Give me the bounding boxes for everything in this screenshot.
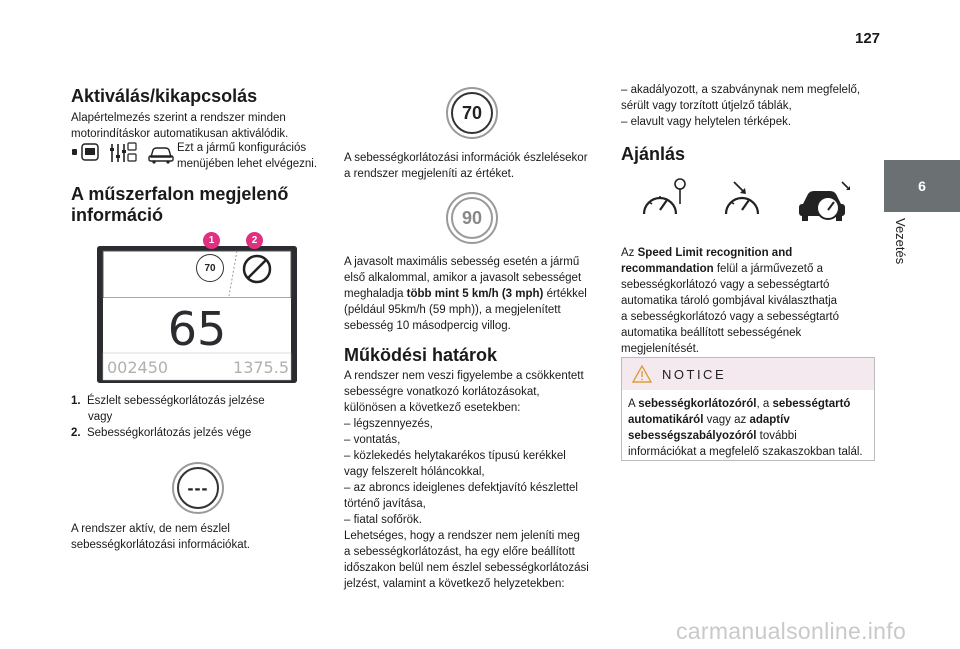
list-num-2: 2. — [71, 427, 81, 439]
chapter-label-wrap — [893, 218, 913, 298]
rec-text-2a: recommandation — [621, 263, 714, 275]
rec-text-1a: Az — [621, 247, 638, 259]
menu-screen-icon — [72, 144, 98, 160]
detect-text-2: a rendszer megjeleníti az értéket. — [344, 168, 515, 180]
heading-activation: Aktiválás/kikapcsolás — [71, 86, 258, 106]
watermark[interactable]: carmanualsonline.info — [676, 618, 907, 644]
chapter-tab[interactable] — [884, 160, 960, 212]
no-limit-sign-text: --- — [177, 467, 219, 509]
recommendation-icons — [636, 176, 856, 224]
limits-line: Lehetséges, hogy a rendszer nem jeleníti meg — [344, 530, 580, 542]
limits-line: vagy felszerelt hóláncokkal, — [344, 466, 485, 478]
activation-text-2: motorindításkor automatikusan aktiválódik. — [71, 128, 289, 140]
speed-sign-70-icon — [446, 87, 498, 139]
trip-meter: 1375.5 — [233, 358, 289, 377]
list-item-1-line2: vagy — [88, 411, 113, 423]
notice-l1b: sebességkorlátozóról — [638, 398, 757, 410]
exceed-text-2: első alkalommal, amikor a javasolt sebességet — [344, 272, 582, 284]
limits-line: történő javítása, — [344, 498, 426, 510]
speed-sign-90-value: 90 — [451, 197, 493, 239]
limits-text-block — [344, 368, 604, 592]
notice-line-2 — [628, 412, 866, 428]
notice-header — [622, 358, 874, 390]
exceed-text-5: sebesség 10 másodpercig villog. — [344, 320, 511, 332]
notice-line-1 — [628, 396, 866, 412]
limits-line: – vontatás, — [344, 434, 401, 446]
limits-line: különösen a következő esetekben: — [344, 402, 521, 414]
limits-line: jelzést, valamint a következő helyzetekben: — [344, 578, 565, 590]
exceed-text-3b: több mint 5 km/h (3 mph) — [406, 288, 544, 300]
notice-l3a: sebességszabályozóról — [628, 430, 757, 442]
rec-text-7: megjelenítését. — [621, 343, 699, 355]
speedometer-pin-icon — [644, 179, 685, 214]
current-speed: 65 — [167, 302, 227, 356]
rec-text-6: automatika beállított sebességének — [621, 327, 802, 339]
heading-recommendation: Ajánlás — [621, 144, 686, 164]
list-item-1-line1 — [71, 393, 265, 409]
exceed-text-3c: értékkel — [543, 288, 587, 300]
notice-l2b: vagy az — [703, 414, 750, 426]
instrument-cluster-illustration — [97, 246, 297, 383]
limits-line: a sebességkorlátozást, ha egy előre beállított — [344, 546, 575, 558]
limits-line: – közlekedés helytakarékos típusú kerékkel — [344, 450, 566, 462]
rec-text-3: sebességkorlátozó vagy a sebességtartó — [621, 279, 830, 291]
heading-limits: Működési határok — [344, 345, 498, 365]
notice-l1c: , a — [756, 398, 773, 410]
exceed-text-1: A javasolt maximális sebesség esetén a jármű — [344, 256, 580, 268]
limits-line: A rendszer nem veszi figyelembe a csökkentett — [344, 370, 584, 382]
chapter-label: Vezetés — [893, 218, 908, 265]
no-limit-sign-icon — [172, 462, 224, 514]
rec-text-2b: felül a járművezető a — [713, 263, 823, 275]
inactive-text-2: sebességkorlátozási információkat. — [71, 539, 250, 551]
list-item-2-text: Sebességkorlátozás jelzés vége — [86, 427, 252, 439]
activation-text-1: Alapértelmezés szerint a rendszer minden — [71, 112, 286, 124]
config-menu-icons — [71, 140, 176, 166]
page-number: 127 — [855, 30, 881, 47]
warning-triangle-icon — [632, 365, 652, 383]
exceed-text-3 — [344, 286, 587, 302]
col3-top-line: sérült vagy torzított útjelző táblák, — [621, 100, 792, 112]
detect-text-1: A sebességkorlátozási információk észlelésekor — [344, 152, 588, 164]
speed-sign-90-icon — [446, 192, 498, 244]
notice-l2a: automatikáról — [628, 414, 704, 426]
limits-line: – légszennyezés, — [344, 418, 433, 430]
col3-top-block — [621, 82, 881, 130]
limits-line: – az abroncs ideiglenes defektjavító készlettel — [344, 482, 578, 494]
limits-line: időszakon belül nem észlel sebességkorlátozási — [344, 562, 589, 574]
speed-sign-70-value: 70 — [451, 92, 493, 134]
notice-l1a: A — [628, 398, 639, 410]
speed-sign-70-small: 70 — [196, 254, 224, 282]
notice-l1d: sebességtartó — [772, 398, 851, 410]
notice-line-3 — [628, 428, 866, 444]
chapter-number: 6 — [918, 178, 926, 194]
notice-line-4: információkat a megfelelő szakaszokban talál. — [628, 446, 863, 458]
rec-text-2 — [621, 261, 823, 277]
limits-line: sebességre vonatkozó korlátozásokat, — [344, 386, 540, 398]
exceed-text-3a: meghaladja — [344, 288, 407, 300]
col3-top-line: – elavult vagy helytelen térképek. — [621, 116, 792, 128]
heading-display-1: A műszerfalon megjelenő — [71, 184, 289, 204]
notice-box — [621, 357, 875, 461]
limits-line: – fiatal sofőrök. — [344, 514, 422, 526]
notice-l3b: további — [756, 430, 797, 442]
settings-sliders-icon — [110, 143, 136, 162]
inactive-text-1: A rendszer aktív, de nem észlel — [71, 523, 230, 535]
exceed-text-4: (például 95km/h (59 mph)), a megjelenített — [344, 304, 561, 316]
notice-l2c: adaptív — [749, 414, 790, 426]
list-num-1: 1. — [71, 395, 81, 407]
callout-1: 1 — [203, 232, 220, 249]
heading-display-2: információ — [71, 205, 164, 225]
car-speedometer-icon — [799, 182, 850, 221]
speedometer-arrow-icon — [726, 182, 758, 214]
rec-text-1b: Speed Limit recognition and — [637, 247, 793, 259]
callout-2: 2 — [246, 232, 263, 249]
rec-text-1 — [621, 245, 792, 261]
config-text-1: Ezt a jármű konfigurációs — [177, 142, 307, 154]
odometer: 002450 — [107, 358, 169, 377]
list-item-1-text: Észlelt sebességkorlátozás jelzése — [86, 395, 265, 407]
rec-text-4: automatika tároló gombjával kiválaszthatja — [621, 295, 838, 307]
list-item-2 — [71, 425, 251, 441]
car-icon — [149, 148, 173, 164]
notice-title: NOTICE — [662, 366, 727, 382]
notice-body — [622, 390, 874, 460]
rec-text-5: a sebességkorlátozó vagy a sebességtartó — [621, 311, 839, 323]
col3-top-line: – akadályozott, a szabványnak nem megfelelő, — [621, 84, 861, 96]
config-text-2: menüjében lehet elvégezni. — [177, 158, 318, 170]
